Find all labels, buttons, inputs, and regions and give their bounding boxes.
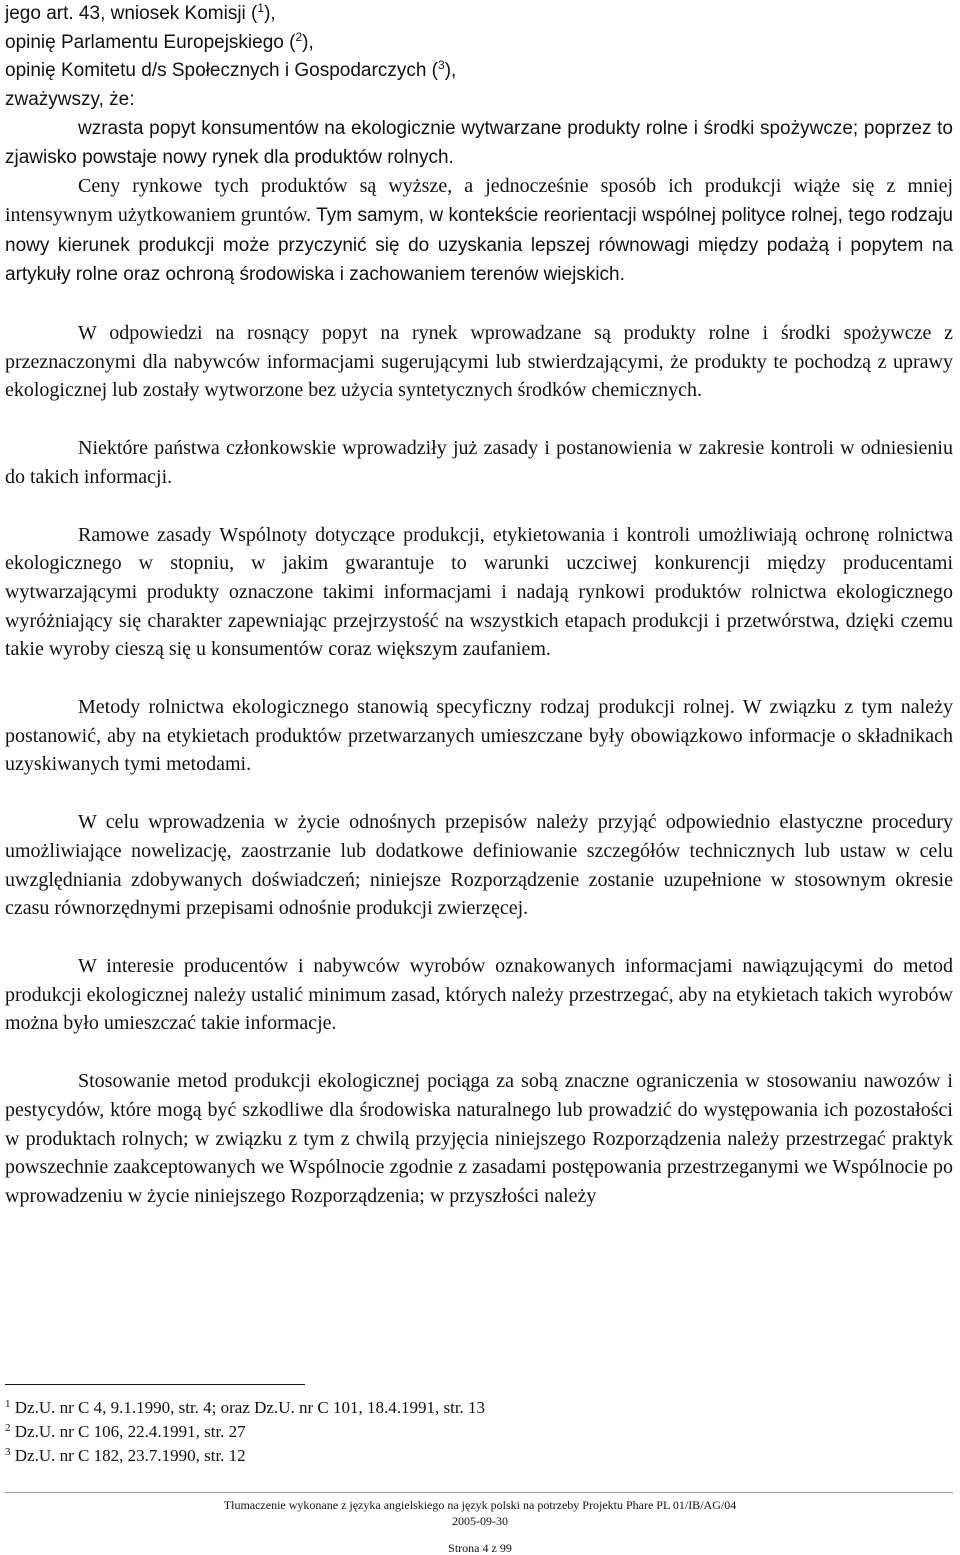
footnote-3: $^3$ Dz.U. nr C 182, 23.7.1990, str. 12 xyxy=(5,1446,246,1465)
footnotes xyxy=(5,1396,485,1468)
spacer xyxy=(5,405,953,434)
intro-line-1: jego art. 43, wniosek Komisji ($^1$), xyxy=(5,1,276,24)
recital-6: W celu wprowadzenia w życie odnośnych przepisów należy przyjąć odpowiednio elastyczne procedury umożliwiające nowelizację, zaostrzanie lub dodatkowe definiowanie szczegółów technicznych lub ustaw w celu uwzględniania zdobywanych doświadczeń; niniejsze Rozporządzenie zostanie uzupełnione w stosownym okresie czasu równorzędnymi przepisami odnośnie produkcji zwierzęcej. xyxy=(5,811,953,920)
spacer xyxy=(5,492,953,521)
recital-1-prices: Ceny rynkowe tych produktów są wyższe, a jednocześnie sposób ich produkcji wiąże się z mniej intensywnym użytkowaniem gruntów. xyxy=(5,175,953,226)
footnote-separator xyxy=(5,1384,305,1385)
intro-block xyxy=(5,0,953,115)
footnote-1: $^1$ Dz.U. nr C 4, 9.1.1990, str. 4; oraz Dz.U. nr C 101, 18.4.1991, str. 13 xyxy=(5,1398,486,1417)
recital-7: W interesie producentów i nabywców wyrobów oznakowanych informacjami nawiązującymi do metod produkcji ekologicznej należy ustalić minimum zasad, których należy przestrzegać, aby na etykietach takich wyrobów można było umieszczać takie informacje. xyxy=(5,954,953,1035)
recital-3: Niektóre państwa członkowskie wprowadziły już zasady i postanowienia w zakresie kontroli w odniesieniu do takich informacji. xyxy=(5,437,953,488)
spacer xyxy=(5,779,953,808)
footnote-2: $^2$ Dz.U. nr C 106, 22.4.1991, str. 27 xyxy=(5,1422,246,1441)
footer-separator xyxy=(5,1492,953,1493)
recital-4: Ramowe zasady Wspólnoty dotyczące produkcji, etykietowania i kontroli umożliwiają ochronę rolnictwa ekologicznego w stopniu, w jakim gwarantuje to warunki uczciwej konkurencji między producentami wytwarzającymi produkty oznaczone takimi informacjami i nadają rynkowi produktów rolnictwa ekologicznego wyróżniający się charakter zapewniając przejrzystość na wszystkich etapach produkcji i przetwórstwa, dzięki czemu takie wyroby cieszą się u konsumentów coraz większym zaufaniem. xyxy=(5,523,953,661)
recital-2: W odpowiedzi na rosnący popyt na rynek wprowadzane są produkty rolne i środki spożywcze z przeznaczonymi dla nabywców informacjami sugerującymi lub stwierdzającymi, że produkty te pochodzą z uprawy ekologicznej lub zostały wytworzone bez użycia syntetycznych środków chemicznych. xyxy=(5,322,953,402)
recital-1-part-b xyxy=(5,172,953,290)
recital-5: Metody rolnictwa ekologicznego stanowią specyficzny rodzaj produkcji rolnej. W związku z tym należy postanowić, aby na etykietach produktów przetwarzanych umieszczane były obowiązkowo informacje o składnikach uzyskiwanych tymi metodami. xyxy=(5,696,953,776)
whereas-line: zważywszy, że: xyxy=(5,89,135,111)
footer-date: 2005-09-30 xyxy=(452,1514,508,1528)
intro-line-3: opinię Komitetu d/s Społecznych i Gospodarczych ($^3$), xyxy=(5,58,457,82)
recital-1-reorientation: Tym samym, w kontekście reorientacji wspólnej polityce rolnej, tego rodzaju nowy kierunek produkcji może przyczynić się do uzyskania lepszej równowagi między podażą i popytem na artykuły rolne oraz ochroną środowiska i zachowaniem terenów wiejskich. xyxy=(5,204,953,286)
footnote-ref-3[interactable]: 3 xyxy=(438,58,445,73)
footnote-ref-1[interactable]: 1 xyxy=(257,1,265,15)
footnote-ref-2[interactable]: 2 xyxy=(295,29,303,44)
footer-translation-note: Tłumaczenie wykonane z języka angielskiego na język polski na potrzeby Projektu Phare PL 01/IB/AG/04 xyxy=(223,1498,737,1512)
intro-line-2: opinię Parlamentu Europejskiego ($^2$), xyxy=(5,29,314,53)
recital-1-part-a: wzrasta popyt konsumentów na ekologicznie wytwarzane produkty rolne i środki spożywcze; poprzez to zjawisko powstaje nowy rynek dla produktów rolnych. xyxy=(5,117,953,168)
document-page xyxy=(5,0,953,1211)
spacer xyxy=(5,664,953,693)
recital-8: Stosowanie metod produkcji ekologicznej pociąga za sobą znaczne ograniczenia w stosowaniu nawozów i pestycydów, które mogą być szkodliwe dla środowiska naturalnego lub prowadzić do występowania ich pozostałości w produktach rolnych; w związku z tym z chwilą przyjęcia niniejszego Rozporządzenia należy przestrzegać praktyk powszechnie zaakceptowanych we Wspólnocie zgodnie z zasadami postępowania przestrzeganymi we Wspólnocie po wprowadzeniu w życie niniejszego Rozporządzenia; w przyszłości należy xyxy=(5,1070,953,1207)
spacer xyxy=(5,923,953,952)
spacer xyxy=(5,290,953,319)
page-number: Strona 4 z 99 xyxy=(448,1541,512,1555)
spacer xyxy=(5,1038,953,1067)
